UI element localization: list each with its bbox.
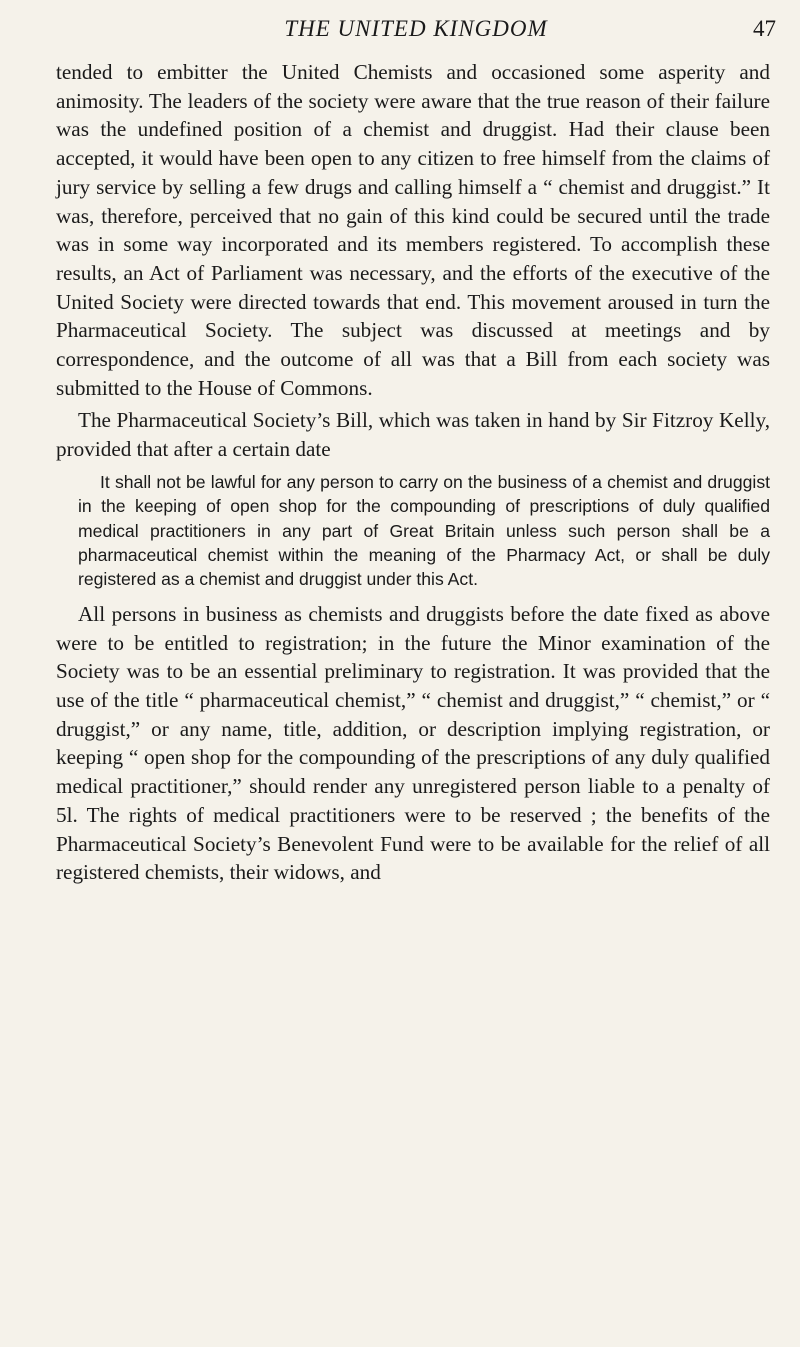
body-text bbox=[56, 58, 770, 887]
paragraph-registration: All persons in business as chemists and druggists before the date fixed as above were to be entitled to registration; in the future the Minor examination of the Society was to be an essential preliminary to registration. It was provided that the use of the title “ pharmaceutical chemist,” “ chemist and druggist,” “ chemist,” or “ druggist,” or any name, title, addition, or description implying registration, or keeping “ open shop for the compounding of the prescriptions of any duly qualified medical practitioner,” should render any unregistered person liable to a penalty of 5l. The rights of medical practitioners were to be reserved ; the benefits of the Pharmaceutical Society’s Benevolent Fund were to be available for the relief of all registered chemists, their widows, and bbox=[56, 601, 770, 885]
paragraph-bill: The Pharmaceutical Society’s Bill, which was taken in hand by Sir Fitzroy Kelly, provided that after a certain date bbox=[56, 408, 770, 462]
running-title: THE UNITED KINGDOM bbox=[284, 16, 548, 41]
running-header bbox=[56, 14, 776, 44]
page-number: 47 bbox=[753, 16, 776, 41]
paragraph-continuation: tended to embitter the United Chemists and occasioned some asperity and animosity. The leaders of the society were aware that the true reason of their failure was the undefined position of a chemist and druggist. Had their clause been accepted, it would have been open to any citizen to free himself from the claims of jury service by selling a few drugs and calling himself a “ chemist and druggist.” It was, therefore, perceived that no gain of this kind could be secured until the trade was in some way incorporated and its members registered. To accomplish these results, an Act of Parliament was necessary, and the efforts of the executive of the United Society were directed towards that end. This movement aroused in turn the Pharmaceutical Society. The subject was discussed at meetings and by correspondence, and the outcome of all was that a Bill from each society was submitted to the House of Commons. bbox=[56, 60, 770, 400]
block-quote: It shall not be lawful for any person to carry on the business of a chemist and druggist in the keeping of open shop for the compounding of prescriptions of duly qualified medical practitioners in any part of Great Britain unless such person shall be a pharmaceutical chemist within the meaning of the Pharmacy Act, or shall be duly registered as a chemist and druggist under this Act. bbox=[78, 471, 770, 590]
